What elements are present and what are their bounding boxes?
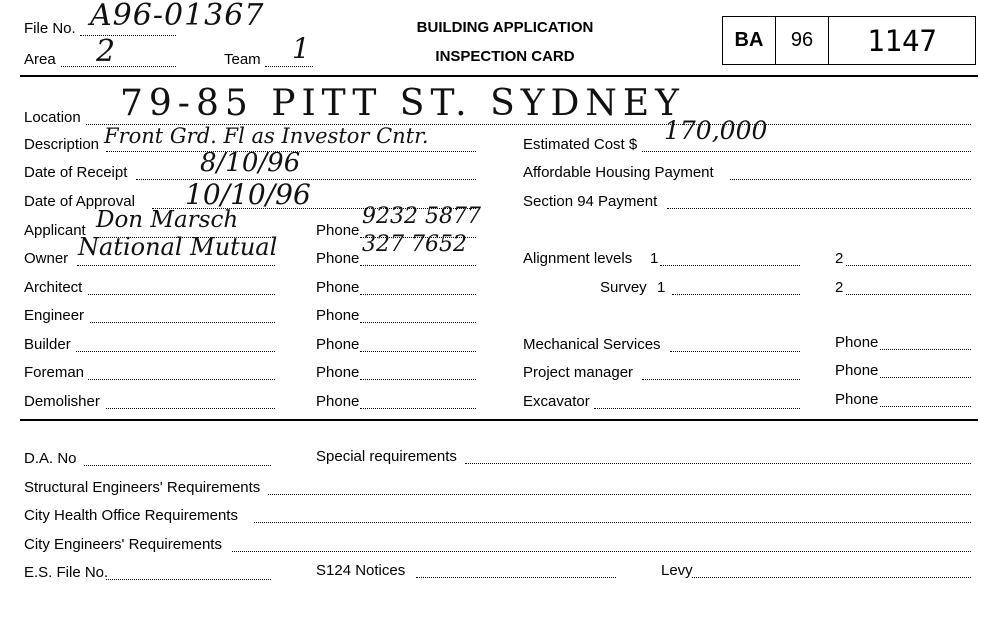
title-line1: BUILDING APPLICATION <box>416 19 594 36</box>
survey-label: Survey <box>600 279 647 296</box>
estimated-cost-value: 170,000 <box>664 116 768 145</box>
survey-num-1: 1 <box>657 279 666 296</box>
architect-phone-line <box>360 294 476 295</box>
builder-phone-line <box>360 351 476 352</box>
project-manager-phone-line <box>880 377 971 378</box>
owner-phone-label: Phone <box>316 250 360 267</box>
survey-line-1 <box>672 294 800 295</box>
file-no-value: A96-01367 <box>90 0 265 33</box>
levy-label: Levy <box>661 562 693 579</box>
location-value: 79-85 PITT ST. SYDNEY <box>120 83 685 124</box>
alignment-line-2 <box>846 265 971 266</box>
mechanical-phone-label: Phone <box>835 334 879 351</box>
area-label: Area <box>24 51 56 68</box>
area-value: 2 <box>96 34 116 69</box>
demolisher-phone-label: Phone <box>316 393 360 410</box>
team-value: 1 <box>292 32 310 65</box>
alignment-num-1: 1 <box>650 250 659 267</box>
date-receipt-value: 8/10/96 <box>200 148 301 178</box>
affordable-housing-line <box>730 179 971 180</box>
alignment-label: Alignment levels <box>523 250 633 267</box>
team-line <box>265 66 313 67</box>
engineer-label: Engineer <box>24 307 85 324</box>
mechanical-label: Mechanical Services <box>523 336 661 353</box>
engineer-line <box>90 322 275 323</box>
description-label: Description <box>24 136 100 153</box>
health-requirements-label: City Health Office Requirements <box>24 507 238 524</box>
excavator-phone-label: Phone <box>835 391 879 408</box>
alignment-line-1 <box>660 265 800 266</box>
code-box <box>722 16 976 65</box>
foreman-label: Foreman <box>24 364 85 381</box>
city-engineers-label: City Engineers' Requirements <box>24 536 222 553</box>
project-manager-line <box>642 379 800 380</box>
owner-value: National Mutual <box>78 233 278 261</box>
foreman-phone-line <box>360 379 476 380</box>
estimated-cost-line <box>642 151 971 152</box>
project-manager-label: Project manager <box>523 364 634 381</box>
architect-phone-label: Phone <box>316 279 360 296</box>
levy-line <box>692 577 971 578</box>
team-label: Team <box>224 51 261 68</box>
architect-label: Architect <box>24 279 83 296</box>
estimated-cost-label: Estimated Cost $ <box>523 136 638 153</box>
engineer-phone-line <box>360 322 476 323</box>
s124-line <box>416 577 616 578</box>
survey-num-2: 2 <box>835 279 844 296</box>
demolisher-label: Demolisher <box>24 393 100 410</box>
special-requirements-label: Special requirements <box>316 448 457 465</box>
builder-line <box>76 351 275 352</box>
structural-requirements-line <box>268 494 971 495</box>
foreman-line <box>88 379 275 380</box>
applicant-value: Don Marsch <box>96 207 239 233</box>
owner-label: Owner <box>24 250 69 267</box>
date-receipt-label: Date of Receipt <box>24 164 128 181</box>
section94-line <box>667 208 971 209</box>
area-line <box>61 66 176 67</box>
file-no-label: File No. <box>24 20 76 37</box>
da-no-label: D.A. No <box>24 450 77 467</box>
project-manager-phone-label: Phone <box>835 362 879 379</box>
excavator-phone-line <box>880 406 971 407</box>
owner-line <box>77 265 275 266</box>
description-value: Front Grd. Fl as Investor Cntr. <box>104 124 429 148</box>
code-cell-2: 96 <box>776 17 829 64</box>
special-requirements-line <box>465 463 971 464</box>
survey-line-2 <box>846 294 971 295</box>
location-label: Location <box>24 109 81 126</box>
code-cell-3: 1147 <box>867 23 937 58</box>
code-cell-1: BA <box>723 17 776 64</box>
es-file-line <box>106 579 271 580</box>
date-approval-value: 10/10/96 <box>185 178 311 211</box>
alignment-num-2: 2 <box>835 250 844 267</box>
builder-phone-label: Phone <box>316 336 360 353</box>
city-engineers-line <box>232 551 971 552</box>
s124-label: S124 Notices <box>316 562 406 579</box>
middle-rule <box>20 419 978 421</box>
engineer-phone-label: Phone <box>316 307 360 324</box>
health-requirements-line <box>254 522 971 523</box>
applicant-label: Applicant <box>24 222 86 239</box>
applicant-phone-value: 9232 5877 <box>362 204 481 229</box>
top-rule <box>20 75 978 77</box>
excavator-line <box>594 408 800 409</box>
date-approval-label: Date of Approval <box>24 193 135 210</box>
file-no-line <box>80 35 176 36</box>
owner-phone-line <box>360 265 476 266</box>
es-file-label: E.S. File No. <box>24 564 109 581</box>
mechanical-phone-line <box>880 349 971 350</box>
builder-label: Builder <box>24 336 71 353</box>
section94-label: Section 94 Payment <box>523 193 658 210</box>
structural-requirements-label: Structural Engineers' Requirements <box>24 479 261 496</box>
demolisher-phone-line <box>360 408 476 409</box>
mechanical-line <box>670 351 800 352</box>
da-no-line <box>84 465 271 466</box>
excavator-label: Excavator <box>523 393 590 410</box>
foreman-phone-label: Phone <box>316 364 360 381</box>
owner-phone-value: 327 7652 <box>362 232 467 257</box>
architect-line <box>88 294 275 295</box>
applicant-phone-label: Phone <box>316 222 360 239</box>
demolisher-line <box>106 408 275 409</box>
affordable-housing-label: Affordable Housing Payment <box>523 164 714 181</box>
title-line2: INSPECTION CARD <box>435 48 575 65</box>
